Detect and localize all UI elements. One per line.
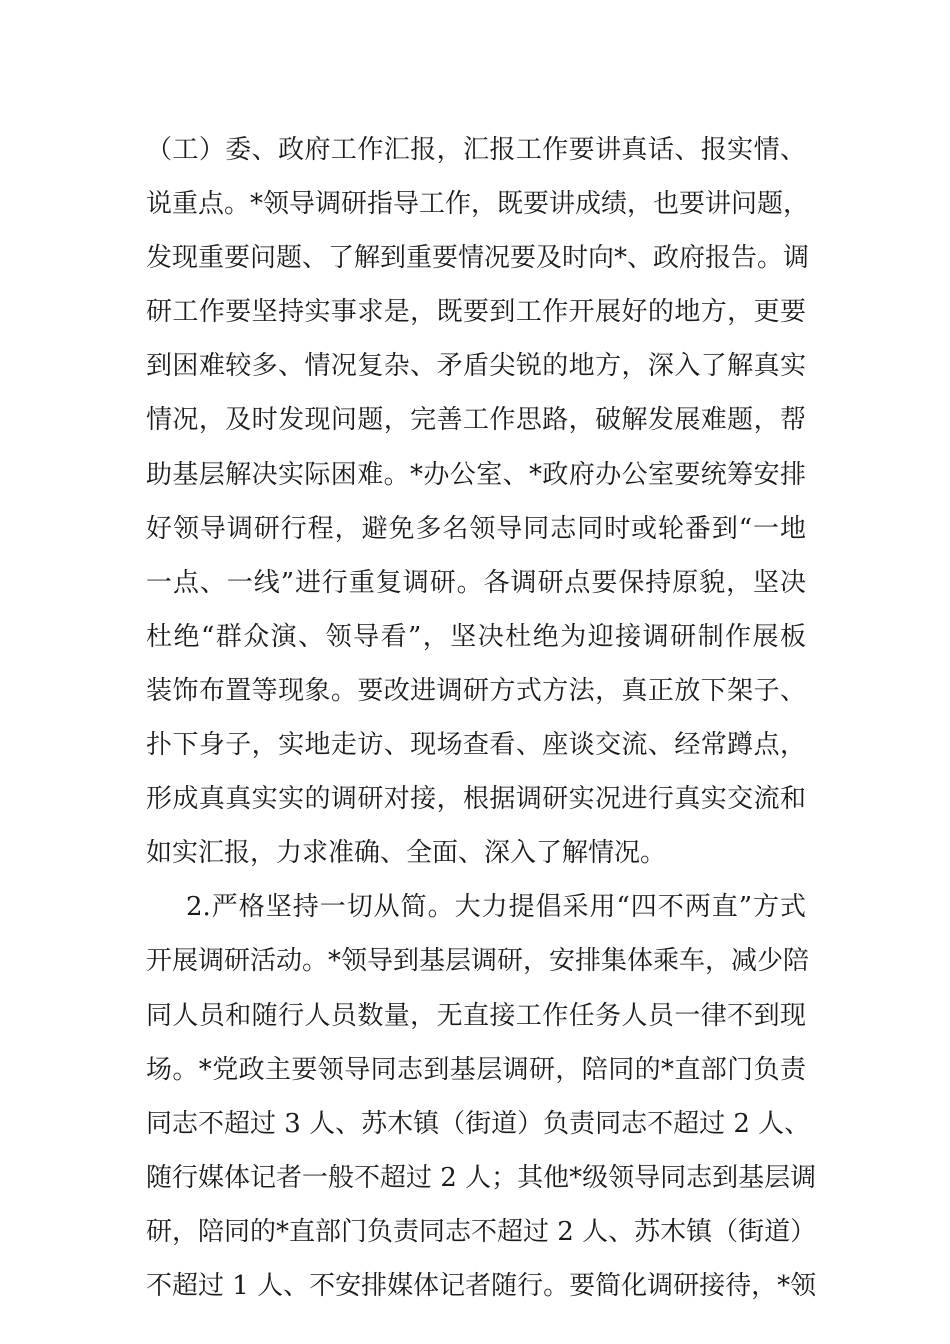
- text-line: 形成真真实实的调研对接，根据调研实况进行真实交流和: [146, 784, 806, 815]
- text-line: 研工作要坚持实事求是，既要到工作开展好的地方，更要: [146, 297, 806, 328]
- paragraph-end-line: 如实汇报，力求准确、全面、深入了解情况。: [146, 838, 667, 869]
- text-line: 扑下身子，实地走访、现场查看、座谈交流、经常蹲点，: [146, 730, 806, 761]
- text-line: 同志不超过 3 人、苏木镇（街道）负责同志不超过 2 人、: [146, 1108, 811, 1139]
- text-line: 情况，及时发现问题，完善工作思路，破解发展难题，帮: [146, 405, 806, 436]
- text-line: 随行媒体记者一般不超过 2 人；其他*级领导同志到基层调: [146, 1162, 817, 1193]
- text-line: 研，陪同的*直部门负责同志不超过 2 人、苏木镇（街道）: [146, 1216, 817, 1247]
- text-line: 开展调研活动。*领导到基层调研，安排集体乘车，减少陪: [146, 946, 810, 977]
- text-line: 到困难较多、情况复杂、矛盾尖锐的地方，深入了解真实: [146, 351, 806, 382]
- text-line: 一点、一线”进行重复调研。各调研点要保持原貌，坚决: [146, 567, 806, 598]
- text-line: 发现重要问题、了解到重要情况要及时向*、政府报告。调: [146, 243, 810, 274]
- text-line: 场。*党政主要领导同志到基层调研，陪同的*直部门负责: [146, 1054, 806, 1085]
- text-line: （工）委、政府工作汇报，汇报工作要讲真话、报实情、: [146, 135, 806, 165]
- text-line: 不超过 1 人、不安排媒体记者随行。要简化调研接待，*领: [146, 1270, 817, 1301]
- body-text: [146, 123, 817, 1313]
- text-line: 好领导调研行程，避免多名领导同志同时或轮番到“一地: [146, 513, 806, 544]
- text-line: 同人员和随行人员数量，无直接工作任务人员一律不到现: [146, 1000, 806, 1031]
- text-line: 说重点。*领导调研指导工作，既要讲成绩，也要讲问题，: [146, 189, 810, 220]
- section-heading-line: 2.严格坚持一切从简。大力提倡采用“四不两直”方式: [186, 892, 806, 923]
- text-line: 装饰布置等现象。要改进调研方式方法，真正放下架子、: [146, 675, 806, 706]
- text-line: 杜绝“群众演、领导看”，坚决杜绝为迎接调研制作展板: [146, 621, 806, 652]
- text-line: 助基层解决实际困难。*办公室、*政府办公室要统筹安排: [146, 459, 806, 490]
